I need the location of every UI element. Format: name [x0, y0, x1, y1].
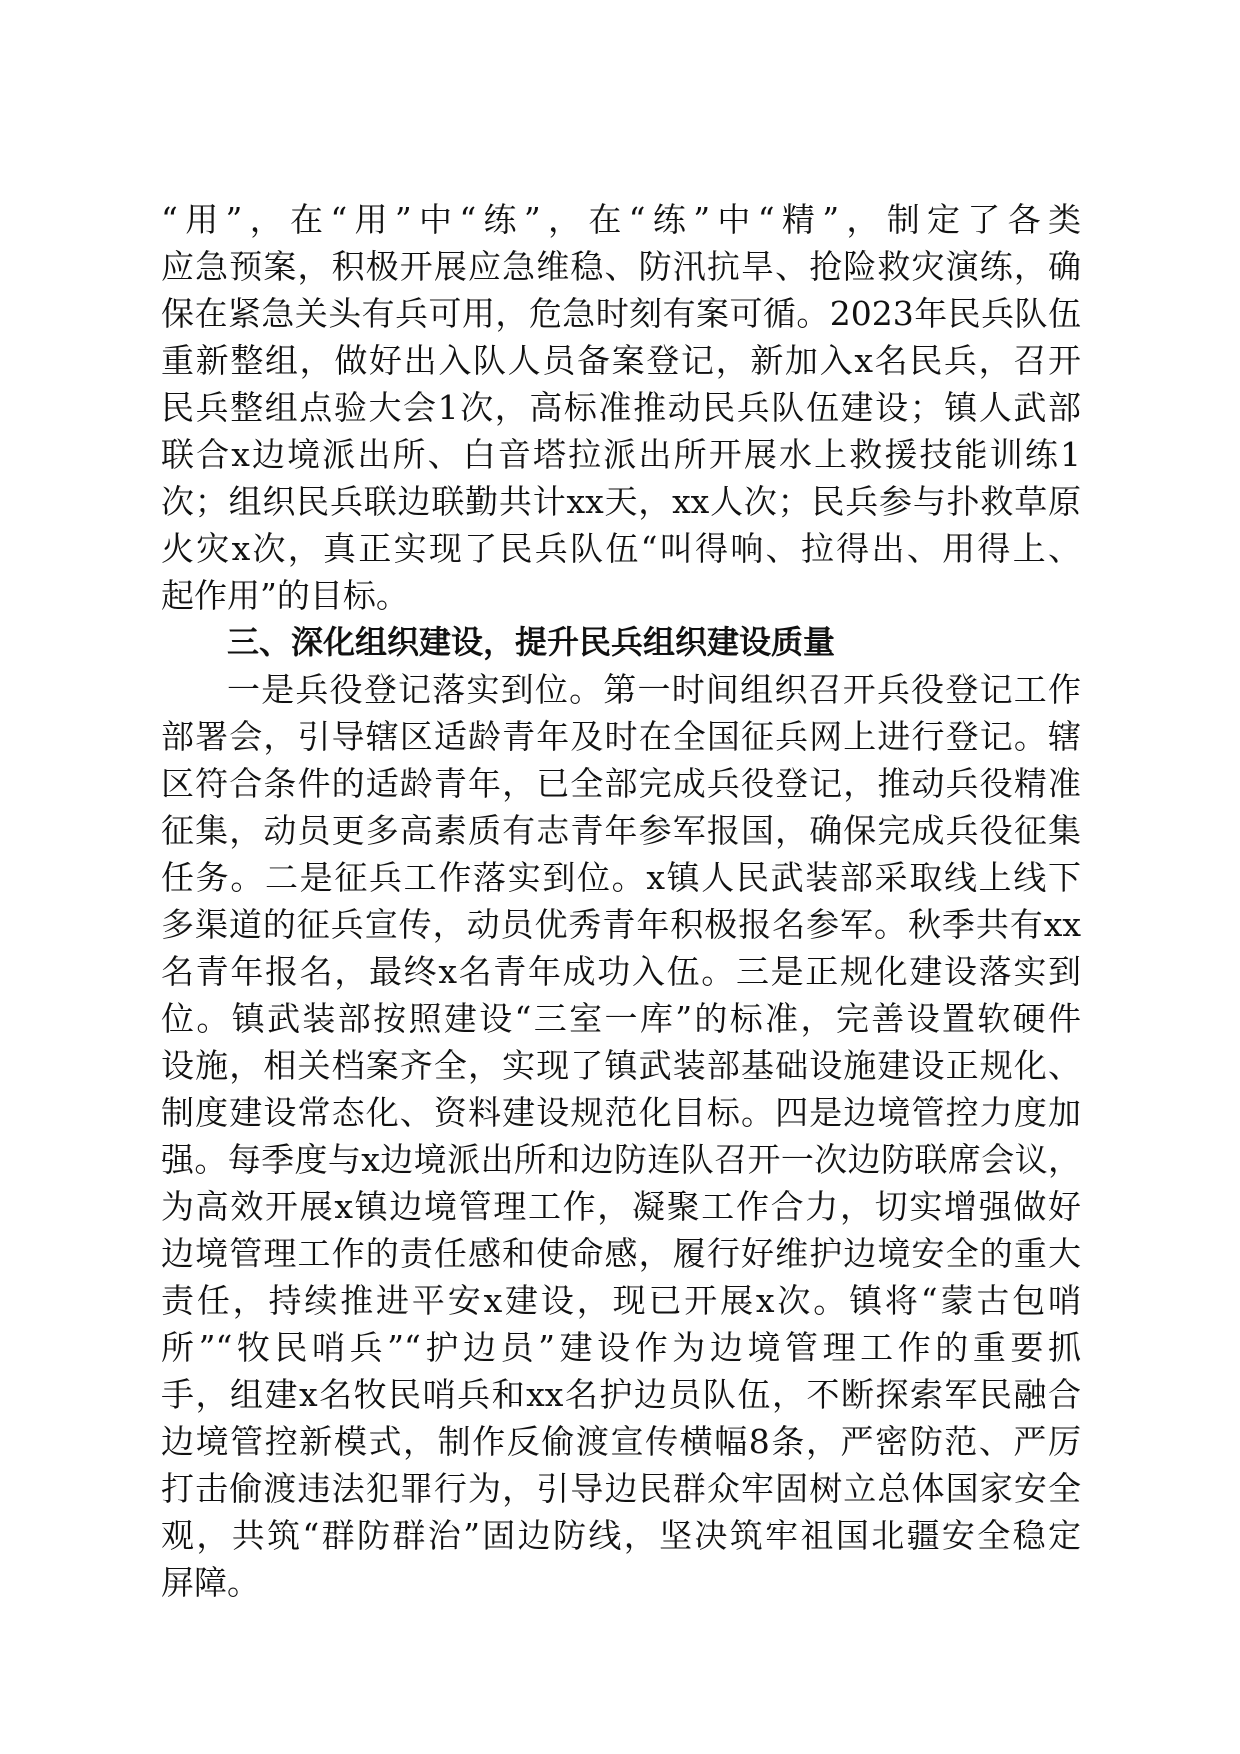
text-line: “用”，在“用”中“练”，在“练”中“精”，制定了各类: [161, 200, 1081, 239]
text-line: 应急预案，积极开展应急维稳、防汛抗旱、抢险救灾演练，确: [161, 247, 1081, 286]
text-line: 名青年报名，最终x名青年成功入伍。三是正规化建设落实到: [161, 952, 1081, 991]
text-line: 火灾x次，真正实现了民兵队伍“叫得响、拉得出、用得上、: [161, 529, 1081, 568]
text-line: 边境管理工作的责任感和使命感，履行好维护边境安全的重大: [161, 1234, 1081, 1273]
text-line: 责任，持续推进平安x建设，现已开展x次。镇将“蒙古包哨: [161, 1281, 1081, 1320]
text-line: 一是兵役登记落实到位。第一时间组织召开兵役登记工作: [227, 670, 1081, 709]
text-line: 制度建设常态化、资料建设规范化目标。四是边境管控力度加: [161, 1093, 1081, 1132]
text-line: 次；组织民兵联边联勤共计xx天，xx人次；民兵参与扑救草原: [161, 482, 1081, 521]
text-line: 强。每季度与x边境派出所和边防连队召开一次边防联席会议，: [161, 1140, 1081, 1179]
text-line: 部署会，引导辖区适龄青年及时在全国征兵网上进行登记。辖: [161, 717, 1081, 756]
text-line: 为高效开展x镇边境管理工作，凝聚工作合力，切实增强做好: [161, 1187, 1081, 1226]
text-line: 重新整组，做好出入队人员备案登记，新加入x名民兵，召开: [161, 341, 1081, 380]
text-line: 观，共筑“群防群治”固边防线，坚决筑牢祖国北疆安全稳定: [161, 1516, 1081, 1555]
text-line: 所”“牧民哨兵”“护边员”建设作为边境管理工作的重要抓: [161, 1328, 1081, 1367]
section-heading: 三、深化组织建设，提升民兵组织建设质量: [227, 623, 836, 661]
text-line: 手，组建x名牧民哨兵和xx名护边员队伍，不断探索军民融合: [161, 1375, 1081, 1414]
text-line: 位。镇武装部按照建设“三室一库”的标准，完善设置软硬件: [161, 999, 1081, 1038]
text-line: 多渠道的征兵宣传，动员优秀青年积极报名参军。秋季共有xx: [161, 905, 1081, 944]
text-line: 打击偷渡违法犯罪行为，引导边民群众牢固树立总体国家安全: [161, 1469, 1081, 1508]
section-body-paragraph: [161, 666, 1081, 1606]
text-line: 区符合条件的适龄青年，已全部完成兵役登记，推动兵役精准: [161, 764, 1081, 803]
text-line: 边境管控新模式，制作反偷渡宣传横幅8条，严密防范、严厉: [161, 1422, 1081, 1461]
text-line: 起作用”的目标。: [161, 576, 409, 615]
text-line: 屏障。: [161, 1563, 260, 1602]
text-line: 联合x边境派出所、白音塔拉派出所开展水上救援技能训练1: [161, 435, 1081, 474]
document-body: [161, 196, 1081, 1606]
paragraph-continuation: [161, 196, 1081, 619]
text-line: 设施，相关档案齐全，实现了镇武装部基础设施建设正规化、: [161, 1046, 1081, 1085]
text-line: 保在紧急关头有兵可用，危急时刻有案可循。2023年民兵队伍: [161, 294, 1081, 333]
text-line: 征集，动员更多高素质有志青年参军报国，确保完成兵役征集: [161, 811, 1081, 850]
text-line: 任务。二是征兵工作落实到位。x镇人民武装部采取线上线下: [161, 858, 1081, 897]
text-line: 民兵整组点验大会1次，高标准推动民兵队伍建设；镇人武部: [161, 388, 1081, 427]
